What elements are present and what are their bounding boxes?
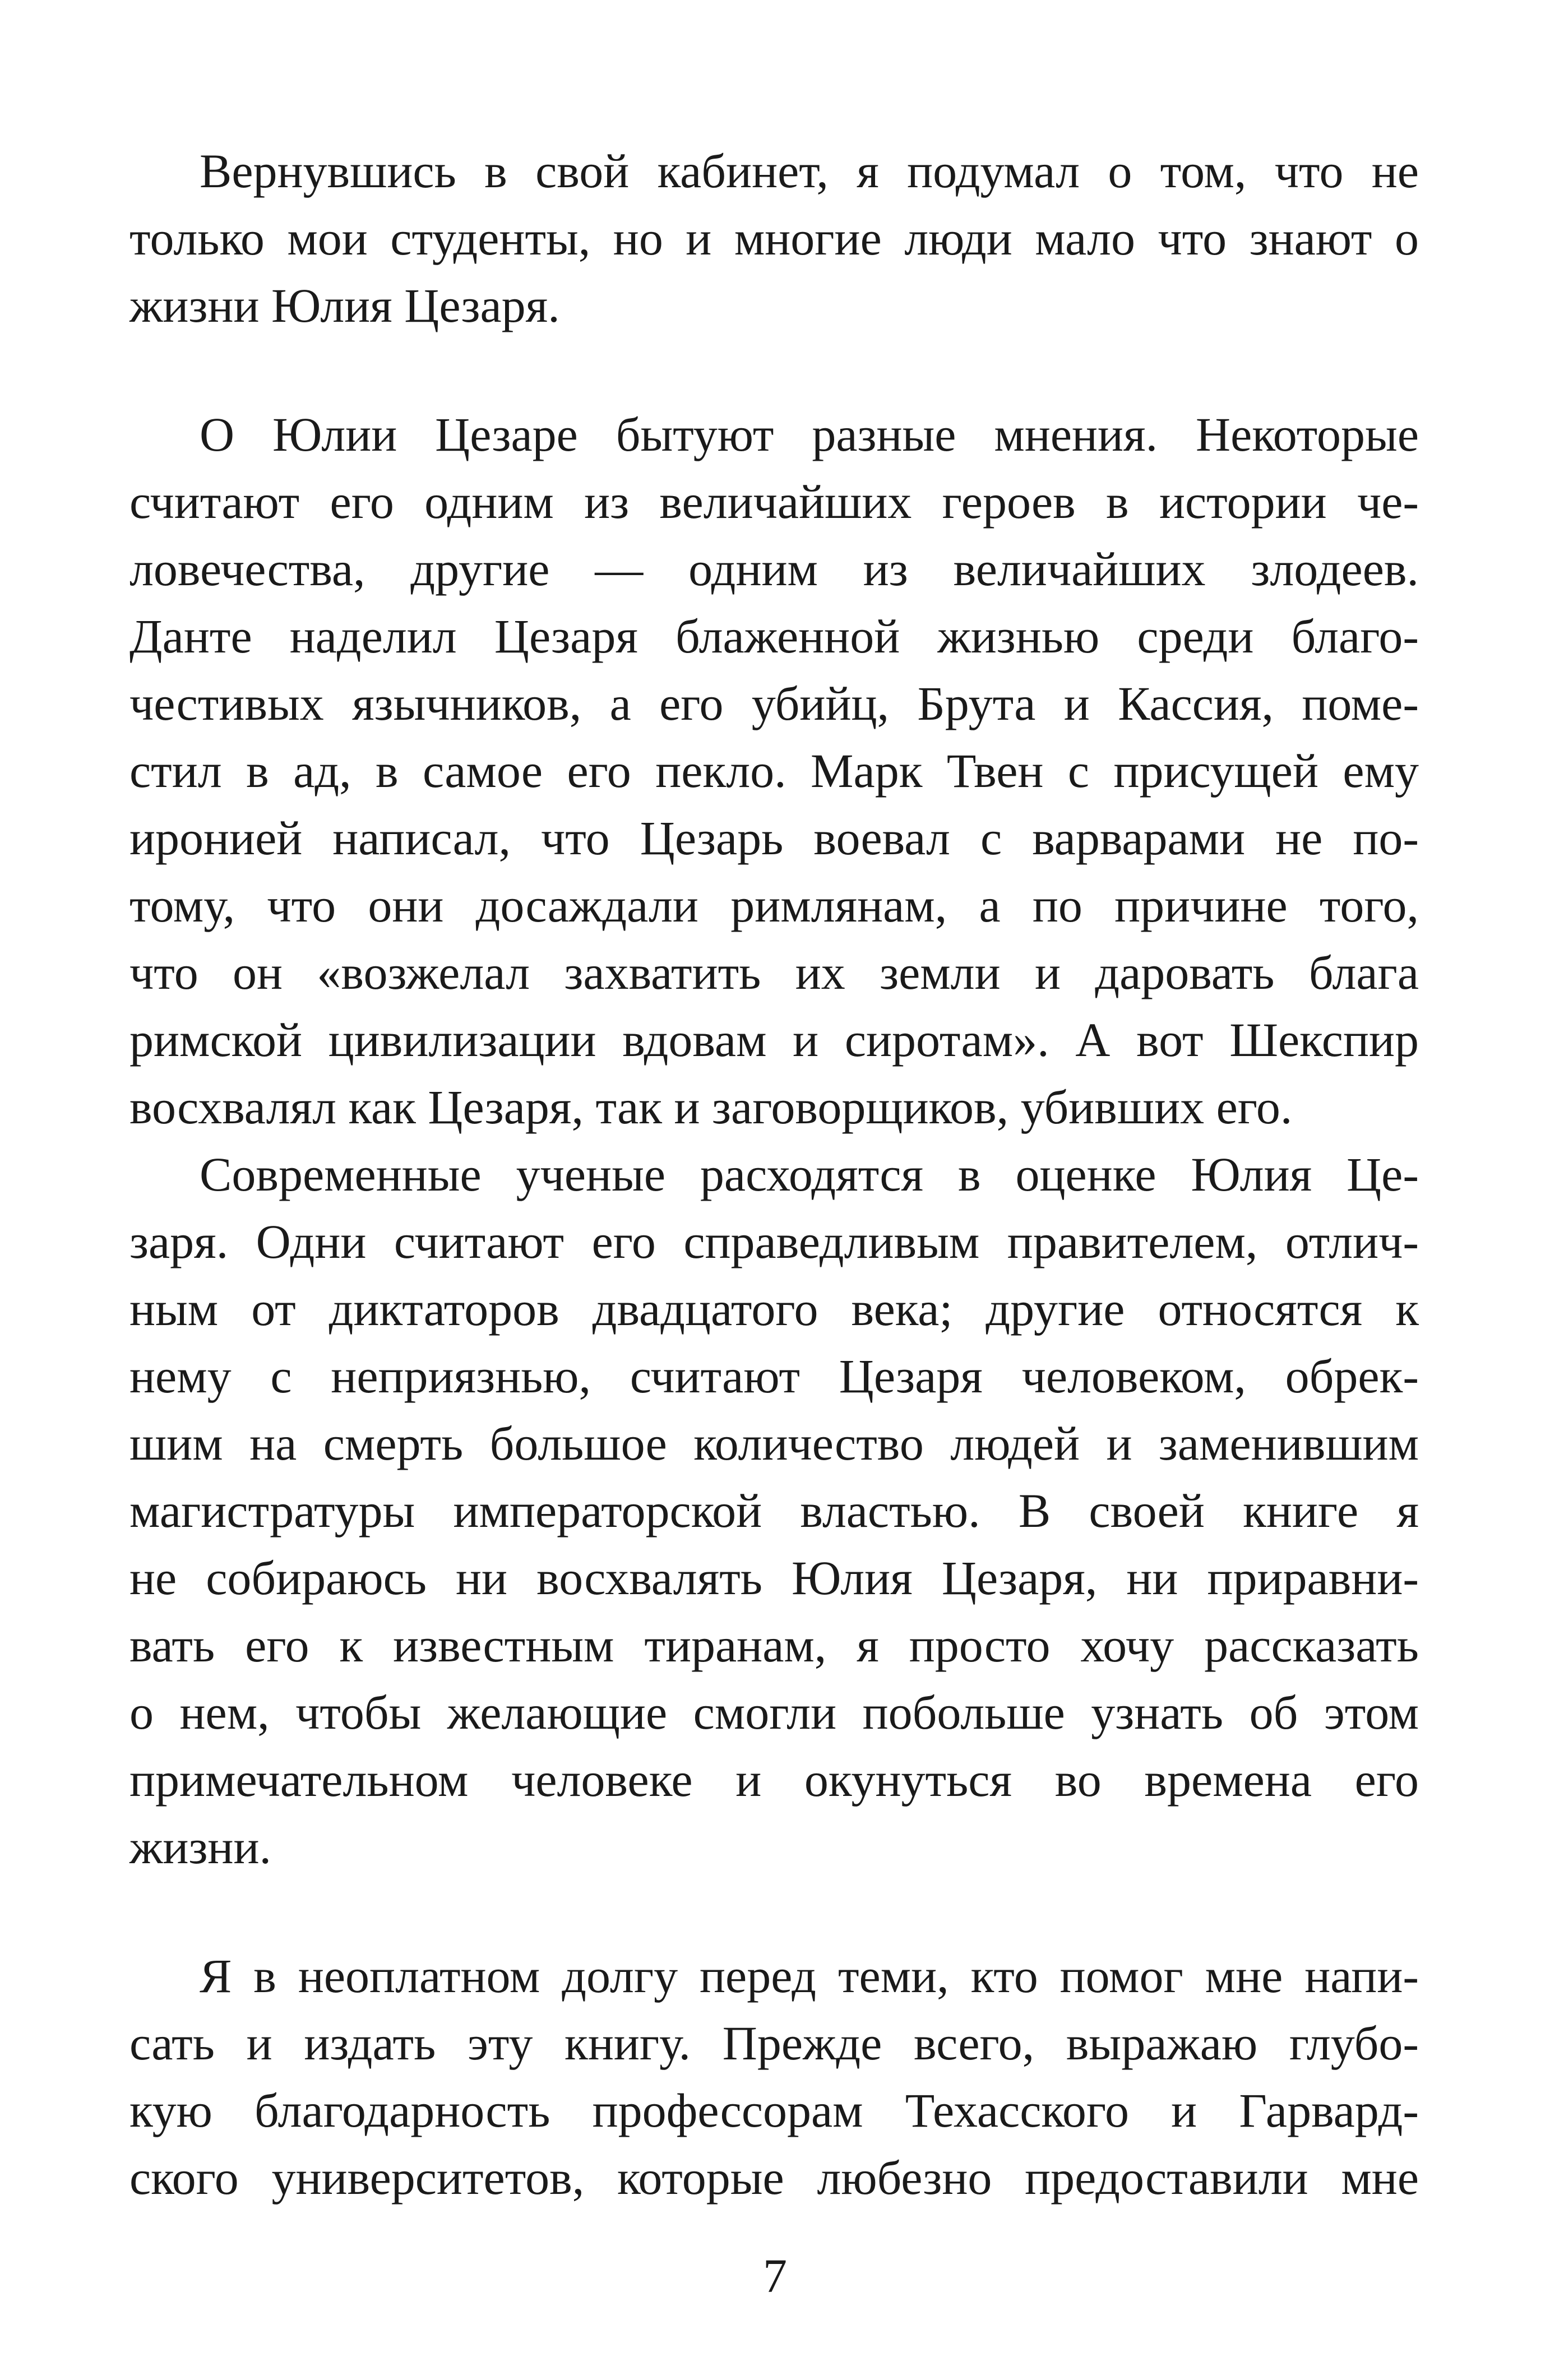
- text-line: О Юлии Цезаре бытуют разные мнения. Некоторые: [200, 408, 1419, 461]
- text-line: что он «возжелал захватить их земли и даровать блага: [129, 946, 1419, 999]
- text-line: кую благодарность профессорам Техасского и Гарвард-: [129, 2083, 1419, 2137]
- page-number: 7: [763, 2249, 787, 2303]
- text-line: тому, что они досаждали римлянам, а по причине того,: [129, 878, 1419, 932]
- text-line: восхвалял как Цезаря, так и заговорщиков, убивших его.: [129, 1080, 1293, 1134]
- text-line: честивых язычников, а его убийц, Брута и Кассия, поме-: [129, 677, 1419, 730]
- text-line: жизни.: [129, 1820, 271, 1874]
- text-line: стил в ад, в самое его пекло. Марк Твен с присущей ему: [129, 744, 1419, 798]
- text-line: только мои студенты, но и многие люди мало что знают о: [129, 211, 1419, 265]
- text-line: считают его одним из величайших героев в истории че-: [129, 475, 1419, 529]
- text-line: заря. Одни считают его справедливым правителем, отлич-: [129, 1215, 1419, 1268]
- text-line: шим на смерть большое количество людей и заменившим: [129, 1416, 1419, 1470]
- text-line: Я в неоплатном долгу перед теми, кто помог мне напи-: [200, 1949, 1419, 2003]
- text-line: не собираюсь ни восхвалять Юлия Цезаря, ни приравни-: [129, 1551, 1419, 1605]
- text-line: сать и издать эту книгу. Прежде всего, выражаю глубо-: [129, 2016, 1419, 2070]
- text-line: вать его к известным тиранам, я просто хочу рассказать: [129, 1618, 1419, 1672]
- text-line: ского университетов, которые любезно предоставили мне: [129, 2151, 1419, 2205]
- text-line: о нем, чтобы желающие смогли побольше узнать об этом: [129, 1686, 1419, 1739]
- text-line: римской цивилизации вдовам и сиротам». А вот Шекспир: [129, 1013, 1419, 1067]
- text-line: Данте наделил Цезаря блаженной жизнью среди благо-: [129, 609, 1419, 663]
- text-line: иронией написал, что Цезарь воевал с варварами не по-: [129, 811, 1419, 865]
- text-line: ным от диктаторов двадцатого века; другие относятся к: [129, 1282, 1419, 1336]
- text-line: магистратуры императорской властью. В своей книге я: [129, 1484, 1419, 1538]
- text-line: ловечества, другие — одним из величайших злодеев.: [129, 542, 1419, 596]
- text-line: Вернувшись в свой кабинет, я подумал о том, что не: [200, 144, 1419, 198]
- text-line: жизни Юлия Цезаря.: [129, 279, 560, 332]
- text-line: Современные ученые расходятся в оценке Юлия Це-: [200, 1147, 1419, 1201]
- text-line: примечательном человеке и окунуться во времена его: [129, 1753, 1419, 1807]
- text-line: нему с неприязнью, считают Цезаря человеком, обрек-: [129, 1349, 1419, 1403]
